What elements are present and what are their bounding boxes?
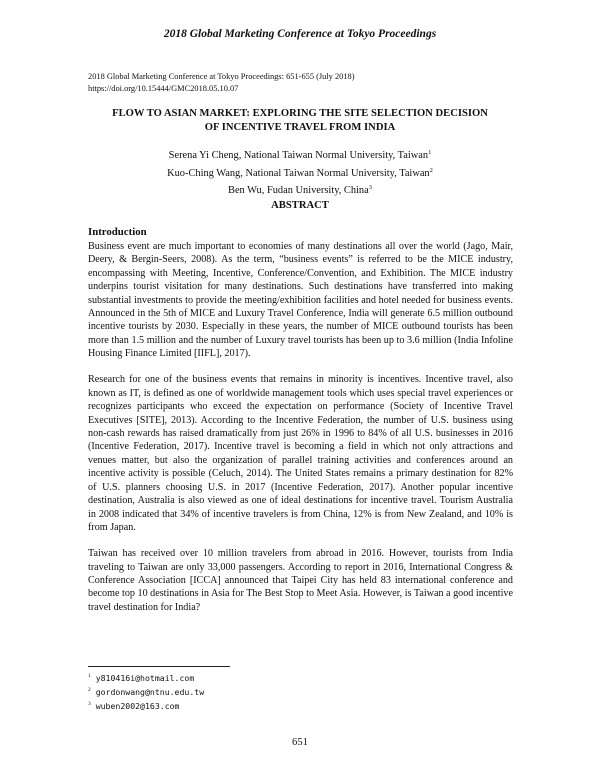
paper-title [60, 107, 540, 134]
footnote-divider [88, 666, 230, 667]
author-list [60, 146, 540, 199]
citation-block [88, 71, 355, 95]
abstract-heading: ABSTRACT [271, 200, 329, 211]
author-footnote-mark: 3 [368, 184, 372, 191]
author-footnote-mark: 2 [429, 166, 433, 174]
footnote-email[interactable]: wuben2002@163.com [95, 701, 180, 712]
author-name: Ben Wu, Fudan University, China [228, 185, 369, 196]
footnote-mark: 3 [88, 701, 91, 708]
paragraph-2: Research for one of the business events that remains in minority is incentives. Incentive travel, also known as IT, is defined as one of worldwide management tools which uses special travel experiences or recognizes participants who exceed the expectation on performance (Society of Incentive Travel Executives [SITE], 2013). According to the Incentive Federation, the number of U.S. business using non-cash rewards has raised dramatically from just 26% in 1996 to 84% of all U.S. businesses in 2016 (Incentive Federation, 2017). Incentive travel is becoming a field in which not only attractions and venues matter, but also the organization of parallel training activities and conferences around an incentive activity is possible (Celuch, 2014). The United States remains a primary destination for 82% of U.S. planners choosing U.S. in 2017 (Incentive Federation, 2017). Another popular incentive destination, Australia is also viewed as one of ideal destinations for incentive travel. Tourism Australia in 2008 indicated that 34% of incentive travelers is from China, 12% is from New Zealand, and 10% is from Japan. [88, 374, 513, 533]
author-2 [60, 164, 540, 182]
footnote-1 [88, 670, 204, 684]
author-1 [60, 146, 540, 164]
author-name: Kuo-Ching Wang, National Taiwan Normal University, Taiwan [167, 167, 430, 179]
body-text [88, 240, 513, 627]
doi-link[interactable]: https://doi.org/10.15444/GMC2018.05.10.07 [88, 84, 239, 93]
page-number: 651 [292, 737, 308, 748]
footnote-3 [88, 698, 204, 712]
title-line-2: OF INCENTIVE TRAVEL FROM INDIA [204, 121, 396, 133]
title-line-1: FLOW TO ASIAN MARKET: EXPLORING THE SITE SELECTION DECISION [112, 108, 488, 119]
footnote-email[interactable]: y810416i@hotmail.com [95, 673, 195, 683]
paragraph-3: Taiwan has received over 10 million travelers from abroad in 2016. However, tourists from India traveling to Taiwan are only 33,000 passengers. According to report in 2016, International Congress & Conference Association [ICCA] announced that Taipei City has held 83 international conference and become top 10 destinations in Asia for The Best Stop to Meet Asia. However, is Taiwan a good incentive travel destination for India? [88, 548, 513, 613]
author-3 [60, 181, 540, 199]
author-name: Serena Yi Cheng, National Taiwan Normal University, Taiwan [168, 150, 429, 161]
footnote-2 [88, 684, 204, 698]
citation-line: 2018 Global Marketing Conference at Tokyo Proceedings: 651-655 (July 2018) [88, 72, 355, 81]
footnotes [88, 670, 204, 713]
footnote-mark: 1 [88, 673, 91, 679]
section-heading: Introduction [88, 226, 147, 238]
footnote-mark: 2 [88, 687, 91, 694]
author-footnote-mark: 1 [428, 149, 432, 156]
running-header: 2018 Global Marketing Conference at Tokyo Proceedings [163, 28, 437, 40]
footnote-email[interactable]: gordonwang@ntnu.edu.tw [95, 687, 205, 698]
paragraph-1: Business event are much important to economies of many destinations all over the world (Jago, Mair, Deery, & Bergin-Seers, 2008). As the term, “business events” is referred to be the MICE industry, encompassing with Meeting, Incentive, Conference/Convention, and Exhibition. The MICE industry underpins tourist visitation for many destinations. Such destinations have transferred into making substantial investments to provide the meeting/exhibition facilities and hotel needed for business events. Announced in the 5th of MICE and Luxury Travel Conference, India will generate 6.5 million outbound incentive tourists by 2030. Especially in these years, the number of MICE outbound tourists has been more than 1.5 million and the number of Luxury travel tourists has been up to 3.6 million (India Infoline Housing Finance Limited [IIFL], 2017). [88, 241, 513, 360]
